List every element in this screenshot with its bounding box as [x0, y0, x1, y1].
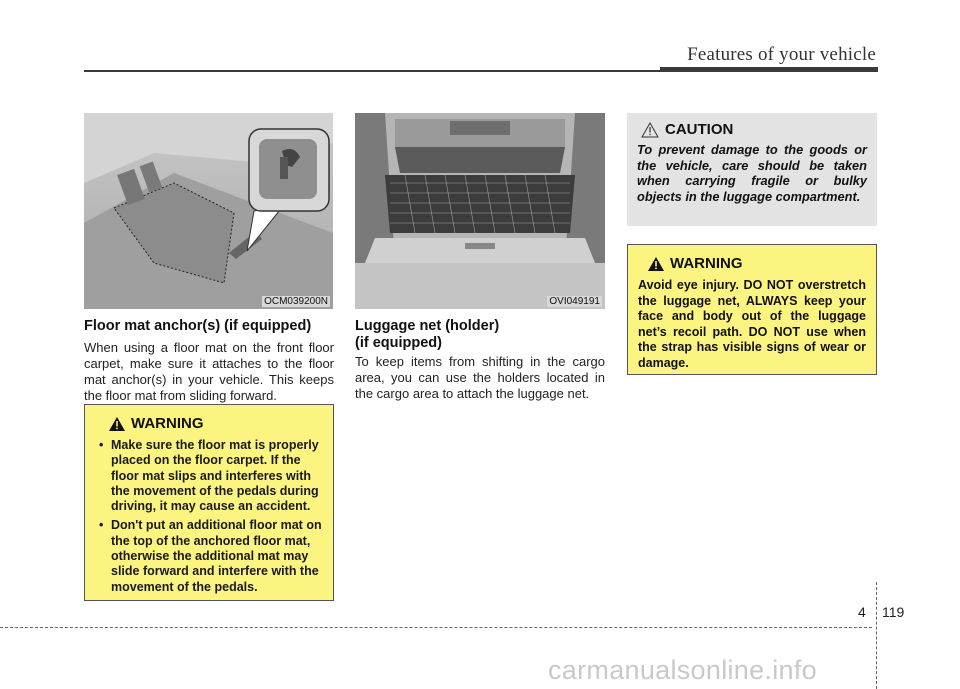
section-title-line1: Luggage net (holder) — [355, 318, 500, 334]
header-rule-accent — [660, 67, 878, 72]
section-title-line2: (if equipped) — [355, 335, 442, 351]
luggage-net-illustration — [355, 113, 605, 309]
caution-text: To prevent damage to the goods or the vehicle, care should be taken when carrying fragile or bulky objects in the luggage compartment. — [637, 142, 867, 204]
page-header-title: Features of your vehicle — [687, 44, 876, 65]
caution-title — [641, 121, 867, 138]
floor-mat-anchor-illustration — [84, 113, 333, 309]
figure-code: OVI049191 — [549, 296, 600, 307]
caution-box — [627, 113, 877, 226]
footer-rule — [0, 627, 872, 628]
floor-mat-body: When using a floor mat on the front floor carpet, make sure it attaches to the floor mat anchor(s) in your vehicle. This keeps the floor mat from sliding forward. — [84, 340, 334, 403]
header-rule — [84, 70, 662, 72]
luggage-net-body: To keep items from shifting in the cargo area, you can use the holders located in the cargo area to attach the luggage net. — [355, 354, 605, 401]
floor-mat-drawing — [84, 113, 333, 309]
watermark: carmanualsonline.info — [548, 655, 817, 685]
caution-title-text: CAUTION — [665, 121, 734, 138]
warning-triangle-icon — [648, 257, 664, 271]
warning-list-item: • Don't put an additional floor mat on the top of the anchored floor mat, otherwise the additional mat may slide forward and interfere with the movement of the pedals. — [99, 518, 322, 594]
warning-item-text: Make sure the floor mat is properly placed on the floor carpet. If the floor mat slips and interferes with the movement of the pedals during driving, it may cause an accident. — [111, 438, 319, 514]
warning-box-floor-mat — [84, 404, 334, 601]
warning-box-luggage-net — [627, 244, 877, 375]
section-title-luggage-net — [355, 318, 605, 352]
footer-divider — [876, 582, 877, 689]
caution-triangle-icon — [641, 122, 659, 138]
warning-title — [109, 415, 323, 432]
warning-item-text: Don't put an additional floor mat on the top of the anchored floor mat, otherwise the additional mat may slide forward and interfere with the movement of the pedals. — [111, 518, 322, 594]
luggage-net-drawing — [355, 113, 605, 309]
warning-triangle-icon — [109, 417, 125, 431]
warning-title-text: WARNING — [670, 255, 743, 272]
warning-title-text: WARNING — [131, 415, 204, 432]
warning-text: Avoid eye injury. DO NOT overstretch the luggage net, ALWAYS keep your face and body out of the luggage net’s recoil path. DO NOT use when the strap has visible signs of wear or damage. — [638, 278, 866, 370]
page-number: 119 — [882, 604, 905, 620]
warning-list — [99, 438, 323, 595]
warning-list-item: • Make sure the floor mat is properly placed on the floor carpet. If the floor mat slips and interferes with the movement of the pedals during driving, it may cause an accident. — [99, 438, 319, 514]
section-title-floor-mat: Floor mat anchor(s) (if equipped) — [84, 318, 312, 334]
figure-code: OCM039200N — [264, 296, 328, 307]
warning-title — [648, 255, 866, 272]
chapter-number: 4 — [858, 604, 866, 620]
